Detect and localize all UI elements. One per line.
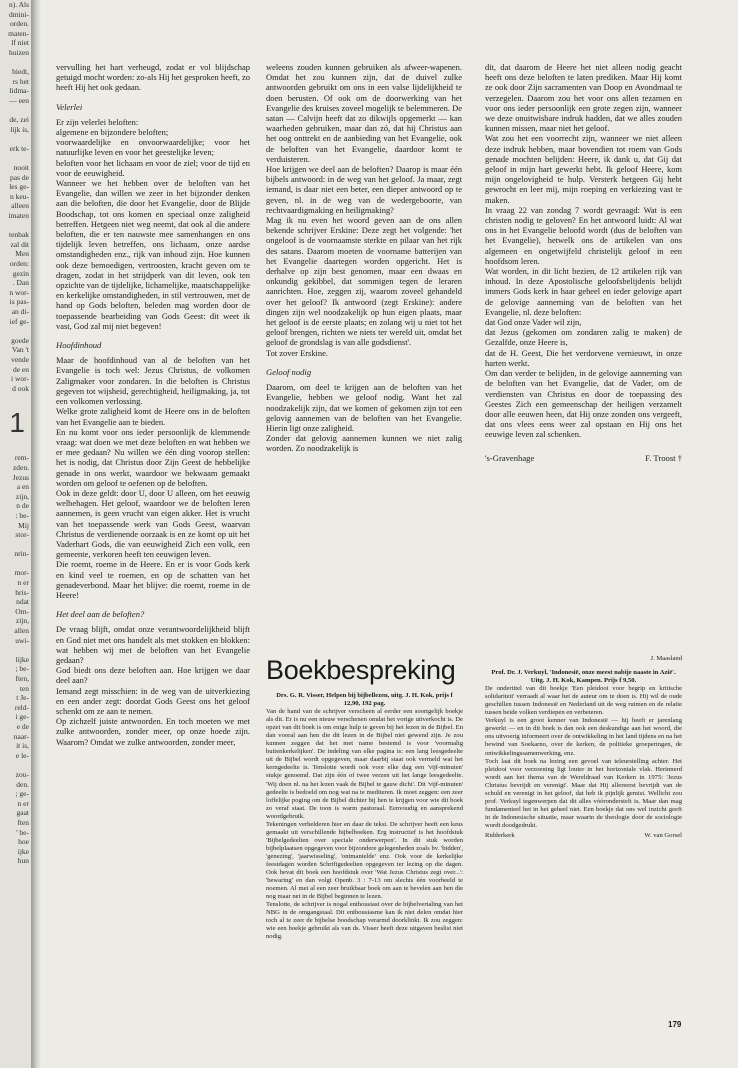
prev-page-fragment: . Dan <box>12 278 29 288</box>
prev-page-fragment: rem- <box>14 453 29 463</box>
prev-page-fragment: ief ge- <box>9 316 29 326</box>
signature-author: F. Troost † <box>645 452 682 463</box>
prev-page-fragment: zal dit <box>10 239 29 249</box>
prev-page-fragment: n er <box>17 578 29 588</box>
prev-page-fragment: rs het <box>12 76 29 86</box>
prev-page-fragment: maten- <box>8 28 29 38</box>
prev-page-fragment: ' be- <box>16 827 29 837</box>
section-heading-deel: Het deel aan de beloften? <box>56 609 145 620</box>
prev-page-fragment: naar- <box>13 731 29 741</box>
paragraph: Ook in deze geldt: door U, door U alleen, om het eeuwig welbehagen. Het geloof, waardoor we de beloften leren aannemen, is geen vrucht van eigen akker. Het is vrucht van het toepassende werk van Gods Geest, waarvan Christus de verdienende oorzaak is en ze komt op uit het Vaderhart Gods, die van eeuwigheid Zich een volk, een gemeente, verkoren heeft ten eeuwigen leven. <box>56 487 250 560</box>
deel-section <box>56 624 250 746</box>
paragraph: Op zichzelf juiste antwoorden. En toch moeten we met zulke antwoorden, zonder meer, op onze hoede zijn. Waarom? Omdat we zulke antwoorden, zonder meer, <box>56 716 250 747</box>
prev-page-fragment: alleen <box>11 201 29 211</box>
paragraph: algemene en bijzondere beloften; <box>56 127 169 138</box>
article-signature <box>485 453 682 463</box>
previous-page-edge <box>0 0 31 1068</box>
intro-paragraph: vervulling het hart verheugd, zodat er vol blijdschap getuigd mocht worden: zo-als Hij het gesproken heeft, zo heeft Hij het ook gedaan. <box>56 62 250 93</box>
section-heading-velerlei: Velerlei <box>56 101 83 112</box>
prev-page-fragment: n). Als <box>8 0 29 9</box>
review-column-right <box>485 654 682 840</box>
prev-page-fragment: hris- <box>15 587 29 597</box>
prev-page-fragment: an di- <box>11 307 29 316</box>
prev-page-fragment: Mij <box>18 520 29 530</box>
paragraph: En nu komt voor ons ieder persoonlijk de klemmende vraag: wat doen we met deze beloften en wat hebben we er mee gedaan? Nu willen we één ding voorop stellen: het is nodig, dat Christus door Zijn Geest de hebbelijke genade in ons werkt, waardoor we bekwaam gemaakt worden om geloof te oefenen op de beloften. <box>56 426 250 488</box>
review-1-text: Van de hand van de schrijver verscheen al eerder een soortgelijk boekje als dit. Er is nu een nieuw verschenen omdat het vorige uitverkocht is. De opzet van dit boek is om enige hulp te geven bij het lezen in de Bijbel. En dan vooral aan hen die dit lezen in de Bijbel niet gewend zijn. Je zou kunnen zeggen dat het met name bestemd is voor 'voormalig buitenkerkelijken'. De indeling van elke pagina is: een lang leesgedeelte uit de Bijbel wordt opgegeven, maar daarbij staat ook vermeld wat het kerngedeelte is. Tenslotte wordt ook voor elke dag een 'vijf-minuten' stukje genoemd. Dat zijn één of twee verzen uit het lange leesgedeelte. 'Wij doen nl. na het lezen vaak de Bijbel te gauw dicht'. Dit 'vijf-minuten' gedeelte is bedoeld om nog wat na te mediteren. Ik moet zeggen: een zeer loffelijke poging om de Bijbel dichter bij hen te krijgen voor wie dit boek zo veraf staat. De toon is warm pastoraal. Eenvoudig en aansprekend woordgebruik. <box>266 708 463 820</box>
prev-page-fragment: zijn, <box>15 616 29 626</box>
paragraph: dat de H. Geest, Die het verdorvene vernieuwt, in onze harten werkt. <box>485 347 682 368</box>
prev-page-text-top <box>0 0 31 393</box>
prev-page-fragment: stor- <box>15 530 29 540</box>
prev-page-fragment: Men <box>15 249 29 259</box>
prev-page-fragment: hun <box>17 856 29 866</box>
review-2-place: Ridderkerk <box>485 831 515 839</box>
prev-page-fragment <box>0 58 31 68</box>
prev-page-fragment: ; be- <box>15 664 29 674</box>
prev-page-fragment: den. <box>16 779 29 789</box>
review-2-signature <box>485 832 682 840</box>
prev-page-fragment: is pas- <box>9 297 29 307</box>
prev-page-fragment: orden: <box>9 259 29 269</box>
review-1-signature: J. Maasland <box>650 655 682 662</box>
prev-page-fragment: de en <box>12 364 29 374</box>
prev-page-fragment <box>0 106 31 116</box>
review-1-title: Drs. G. R. Visser, Helpen bij bijbellezen, uitg. J. H. Kok, prijs f 12,90, 192 pag. <box>276 692 453 708</box>
prev-page-fragment <box>0 134 31 144</box>
paragraph: weleens zouden kunnen gebruiken als afweer-wapenen. Omdat het zou kunnen zijn, dat de duivel zulke antwoorden gebruikt om ons in een valse lijdelijkheid te doen berusten. Of ook om de doorwerking van het Evangelie des kruises zoveel mogelijk te belemmeren. De satan — Calvijn heeft dat zo dikwijls opgemerkt — kan waarheden gebruiken, maar dan zó, dat hij Christus aan het oog onttrekt en de aanbieding van het Evangelie, ook de beloften van het Evangelie, daardoor komt te verduisteren. <box>266 62 462 164</box>
paragraph: De vraag blijft, omdat onze verantwoordelijkheid blijft en God niet met ons handelt als met stokken en blokken: wat hebben wij met de beloften van het Evangelie gedaan? <box>56 624 250 665</box>
prev-page-fragment <box>0 760 31 770</box>
prev-page-fragment: Jezus <box>12 472 29 482</box>
prev-page-fragment: d ook <box>12 383 29 393</box>
prev-page-fragment: zijn, <box>15 491 29 501</box>
prev-page-fragment: ften, <box>15 674 29 683</box>
paragraph: dat God onze Vader wil zijn, <box>485 317 582 328</box>
paragraph: Wanneer we het hebben over de beloften van het Evangelie, dan willen we zeer in het bijzonder denken aan die beloften, die door het Evangelie, door de Blijde Boodschap, tot ons komen en speciaal onze zaligheid betreffen. Hetgeen niet weg neemt, dat ook al die andere beloften, die er ten nauwste mee samenhangen en ons tijdelijk leven betreffen, ons lichaam, onze aardse omstandigheden enz., rijk van inhoud zijn. Hoe kunnen ook deze bemoedigen, vertroosten, kracht geven om te dragen, zodat in het strijdperk van dit leven, ook ten opzichte van de tijdelijke, lichamelijke, maatschappelijke en kerkelijke omstandigheden, in stil vertrouwen, met de hand op Gods beloften, beleden mag worden door de toepassende bearbeiding van Gods Geest: dit weet ik vast, God zal mij niet begeven! <box>56 178 250 331</box>
prev-page-fragment: i ge- <box>15 712 29 722</box>
section-heading-hoofdinhoud: Hoofdinhoud <box>56 340 102 351</box>
prev-page-fragment <box>0 559 31 569</box>
paragraph: Zonder dat gelovig aannemen kunnen we niet zalig worden. Zo noodzakelijk is <box>266 433 462 454</box>
prev-page-fragment: dmini- <box>9 9 29 19</box>
section-heading-geloof-nodig: Geloof nodig <box>266 366 312 377</box>
paragraph: Hoe krijgen we deel aan de beloften? Daarop is maar één bijbels antwoord: in de weg van het geloof. Ja maar, zegt iemand, is daar niet een beter, een dieper antwoord op te geven, nl. in de weg van de wedergeboorte, van rechtvaardigmaking en heiligmaking? <box>266 164 462 215</box>
review-2-text-3: Toch laat dit boek na lezing een gevoel van teleurstelling achter. Het pleidooi voor verzoening ligt louter in het horizontale vlak. Herinnerd wordt aan het thema van de Wereldraad van Kerken in 1975: 'Jezus Christus bevrijdt en verenigt'. Maar dat Hij allereerst bevrijdt van de schuld en verenigt in het geloof, dat heb ik pijnlijk gemist. Wellicht zou prof. Verkuyl tegenwerpen dat dit alles vóóronderstelt is. Maar dan mag fundamenteel het in het geheel niet. Een boekje dat ons wel inzicht geeft in de Indonesische situatie, maar waarin de theologie door de sociologie wordt doodgedrukt. <box>485 757 682 829</box>
paragraph: Welke grote zaligheid komt de Heere ons in de beloften van het Evangelie aan te bieden. <box>56 406 250 427</box>
paragraph: Tot zover Erskine. <box>266 347 328 358</box>
prev-page-fragment: tenbak <box>9 230 29 240</box>
conclusion-section <box>485 62 682 440</box>
prev-page-fragment <box>0 645 31 655</box>
prev-page-text-bottom <box>0 453 31 866</box>
prev-page-fragment: allen <box>14 626 29 636</box>
prev-page-fragment: pas de <box>10 172 29 182</box>
paragraph: dat Jezus (gekomen om zondaren zalig te maken) de Gezalfde, onze Heere is, <box>485 327 682 348</box>
prev-page-fragment: a en <box>16 482 29 492</box>
paragraph: Om dan verder te belijden, in de gelovige aanneming van de beloften van het Evangelie, dat de Vader, om de verdiensten van Christus en door de toepassing des Geestes Zich een gemeenschap der heiligen verzamelt door alle eeuwen heen, dat Hij onze zonden ons vergeeft, dat ons vlees eens weer zal opstaan en Hij ons het eeuwige leven zal schenken. <box>485 368 682 440</box>
prev-page-fragment: les ge- <box>9 182 29 192</box>
prev-page-fragment: uwi- <box>15 635 29 645</box>
prev-page-fragment: zou- <box>15 769 29 779</box>
paragraph: Die roemt, roeme in de Heere. En er is voor Gods kerk en kind veel te roemen, en op de schatten van het genadeverbond. Maar het blijve: die roemt, roeme in de Heere! <box>56 559 250 600</box>
velerlei-section <box>56 117 250 331</box>
prev-page-fragment: ften <box>17 817 29 827</box>
prev-page-fragment: t Je- <box>16 693 29 703</box>
prev-page-fragment: de, zei <box>9 115 29 125</box>
prev-page-fragment: : be- <box>15 510 29 520</box>
prev-page-fragment: orden. <box>10 19 29 29</box>
prev-page-fragment: Om- <box>15 606 29 616</box>
paragraph: Iemand zegt misschien: in de weg van de uitverkiezing en een ander zegt: doordat Gods Geest ons het geloof schenkt om ze aan te nemen. <box>56 685 250 716</box>
prev-page-fragment: it is, <box>16 741 29 751</box>
prev-page-fragment: huizen <box>9 47 29 57</box>
prev-page-fragment: lf niet <box>11 38 29 48</box>
review-section-heading: Boekbespreking <box>266 655 456 685</box>
prev-page-fragment: e le- <box>15 750 29 760</box>
paragraph: dit, dat daarom de Heere het niet alleen nodig geacht heeft ons deze beloften te laten prediken. Maar Hij komt ze ook door Zijn sacramenten van Doop en Avondmaal te verzegelen. Daarom zou het voor ons allen tezamen en voor ons ieder persoonlijk een grote zegen zijn, wanneer we deze onuitwisbare indruk hadden, dat we alles zouden kunnen missen, maar niet het geloof. <box>485 62 682 134</box>
prev-page-fragment: gezin <box>12 268 29 278</box>
prev-page-fragment: n de <box>16 501 29 511</box>
prev-page-fragment: imaten <box>8 211 29 221</box>
article-column-1 <box>56 62 250 747</box>
prev-page-fragment: nrin- <box>14 549 29 559</box>
prev-page-fragment: vende <box>11 354 29 364</box>
prev-page-fragment: biedt, <box>12 67 29 77</box>
article-column-2 <box>266 62 462 454</box>
signature-place: 's-Gravenhage <box>485 452 535 463</box>
paragraph: Mag ik nu even het woord geven aan de ons allen bekende schrijver Erskine: Deze zegt het volgende: 'het ongeloof is de voornaamste sterkte en pilaar van het rijk des satans. Daarom moeten de voorname batterijen van het Evangelie daartegen worden opgericht. Het is derhalve op zijn best genomen, maar een dwaas en onkundig gekibbel, dat sommigen tegen de leraren aanrichten. Hoe, zeggen zij, waarom zoveel gehandeld over het geloof? Ik antwoord (zegt Erskine): andere dingen zijn wel noodzakelijk op hun eigen plaats, maar het geloof is de eerste plaats; en zolang wij u niet tot het geloof brengen, richten we niets ter wereld uit, omdat het geloof de grondslag is van alle godsdienst'. <box>266 215 462 348</box>
geloof-nodig-section <box>266 382 462 453</box>
prev-page-fragment: goede <box>11 335 29 345</box>
hoofdinhoud-section <box>56 355 250 600</box>
prev-page-fragment <box>0 154 31 164</box>
prev-page-fragment: mor- <box>14 568 29 578</box>
prev-page-fragment: e de <box>16 721 29 731</box>
article-column-3 <box>485 62 682 463</box>
prev-page-fragment <box>0 326 31 336</box>
prev-page-fragment: Van 't <box>12 345 29 355</box>
paragraph: Daarom, om deel te krijgen aan de beloften van het Evangelie, hebben we geloof nodig. Want het zal noodzakelijk zijn, dat we komen of gekomen zijn tot een gelovig aannemen van de beloften van het Evangelie. Hierin ligt onze zaligheid. <box>266 382 462 433</box>
prev-page-fragment: ijke <box>17 846 29 856</box>
review-2-author: W. van Gorsel <box>644 831 682 839</box>
paragraph: beloften voor het lichaam en voor de ziel; voor de tijd en voor de eeuwigheid. <box>56 157 250 178</box>
prev-page-fragment: ; ge- <box>15 789 29 799</box>
prev-page-fragment: lidma- <box>9 86 29 96</box>
review-2-text: De ondertitel van dit boekje 'Een pleidooi voor begrip en kritische solidariteit' verraadt al waar het de auteur om te doen is. Hij wil de oude geschillen tussen Indonesië en Nederland uit de weg ruimen en de relatie tussen beide volken verdiepen en verbeteren. <box>485 685 682 717</box>
prev-page-fragment: n keu- <box>10 191 29 201</box>
prev-page-fragment: zden. <box>12 462 29 472</box>
prev-page-fragment: ndat <box>16 597 29 607</box>
review-1-text-3: Tenslotte, de schrijver is nogal enthousiast over de bijbelvertaling van het NBG in de omgangstaal. Dit enthousiasme kan ik niet delen omdat hier toch al te zeer de bijbelse boodschap verarmd doorklinkt. Ik zou zeggen: wie een boekje gebruikt als van ds. Visser heeft deze uitgaven beslist niet nodig. <box>266 901 463 941</box>
prev-page-fragment: erk te- <box>9 143 29 153</box>
paragraph: voorwaardelijke en onvoorwaardelijke; voor het natuurlijke leven en voor het geestelijke leven; <box>56 137 250 158</box>
paragraph: Er zijn velerlei beloften: <box>56 116 139 127</box>
prev-page-fragment: lijke <box>15 654 29 664</box>
erskine-section <box>266 62 462 358</box>
prev-page-fragment: lijk is, <box>10 124 29 134</box>
prev-page-fragment <box>0 540 31 550</box>
paragraph: Maar de hoofdinhoud van al de beloften van het Evangelie is toch wel: Jezus Christus, de volkomen Zaligmaker voor zondaren. In die beloften is Christus gegeven tot wijsheid, gerechtigheid, heiligmaking, ja, tot een volkomen verlossing. <box>56 355 250 407</box>
prev-page-fragment: reld- <box>14 702 29 712</box>
review-2-text-2: Verkuyl is een groot kenner van Indonesië — hij heeft er jarenlang gewerkt — en in dit boek is dan ook een deskundige aan het woord, die ons uitvoerig informeert over de ontwikkeling in het land tijdens en na het bewind van Soekarno, over de kerken, de politieke groeperingen, de ontwikkelingssamenwerking, enz. <box>485 717 682 757</box>
prev-page-fragment: ten <box>19 683 29 693</box>
prev-page-fragment: — een <box>9 95 29 105</box>
paragraph: Wat worden, in dit licht bezien, de 12 artikelen rijk van inhoud. In deze Apostolische geloofsbelijdenis belijdt immers Gods kerk in haar geheel en ieder gelovige apart de gelovige aanneming van de beloften van het Evangelie, nl. deze beloften: <box>485 266 682 317</box>
book-gutter <box>31 0 41 1068</box>
paragraph: In vraag 22 van zondag 7 wordt gevraagd: Wat is een christen nodig te geloven? En het antwoord luidt: Al wat ons in het Evangelie beloofd wordt (dus de beloften van het Evangelie), hetwelk ons de artikelen van ons algemeen en ongetwijfeld christelijk geloof in een hoofdsom leren. <box>485 204 682 266</box>
prev-page-fragment: gaat <box>16 808 29 818</box>
prev-page-large-numeral: 1 <box>9 407 25 439</box>
prev-page-fragment <box>0 221 31 231</box>
review-1-text-2: Tekeningen verhelderen hier en daar de tekst. De schrijver heeft een keus gemaakt uit verschillende bijbelboeken. Erg instructief is het hoofdstuk 'Bijbelgedeelten over speciale onderwerpen'. In dit stuk worden bijbelplaatsen opgegeven voor bijzondere gelegenheden zoals bv. 'bidden', 'genezing', 'jaarwisseling', 'ontmantelde' enz. Ook voor de kerkelijke feestdagen worden Schriftgedeelten opgegeven ter lezing op die dagen. Ook bevat dit boek een hoofdstuk over 'Wat Jezus Christus zegt over...': 'bewaring' en dan volgt Openb. 3 : 7-13 om slechts één voorbeeld te noemen. Al met al een zeer bruikbaar boek om aan te bevelen aan hen die nog maar net in de Bijbel beginnen te lezen. <box>266 820 463 901</box>
prev-page-fragment: i wor- <box>11 374 29 384</box>
prev-page-fragment: hoe <box>18 837 29 847</box>
prev-page-fragment: n er <box>17 798 29 808</box>
page-number: 179 <box>668 1020 682 1029</box>
prev-page-fragment: nooit <box>13 163 29 173</box>
review-column-left <box>266 692 463 941</box>
paragraph: God biedt ons deze beloften aan. Hoe krijgen we daar deel aan? <box>56 665 250 686</box>
review-2-title: Prof. Dr. J. Verkuyl, 'Indonesië, onze meest nabije naaste in Azië'. Uitg. J. H. Kok, Kampen. Prijs f 9,50. <box>491 669 676 685</box>
prev-page-fragment: n wor- <box>9 287 29 297</box>
paragraph: Wat zou het een voorrecht zijn, wanneer we niet alleen deze indruk hebben, maar bovendien tot roem van Gods genade mochten belijden: Heere, ik dank u, dat Gij dat geloof in mijn hart gewerkt hebt. Ik geloof Heere, kom mijn ongelovigheid te hulp. Versterk hetgeen Gij hebt gewrocht en leer mij, mijn roeping en verkiezing vast te maken. <box>485 133 682 205</box>
